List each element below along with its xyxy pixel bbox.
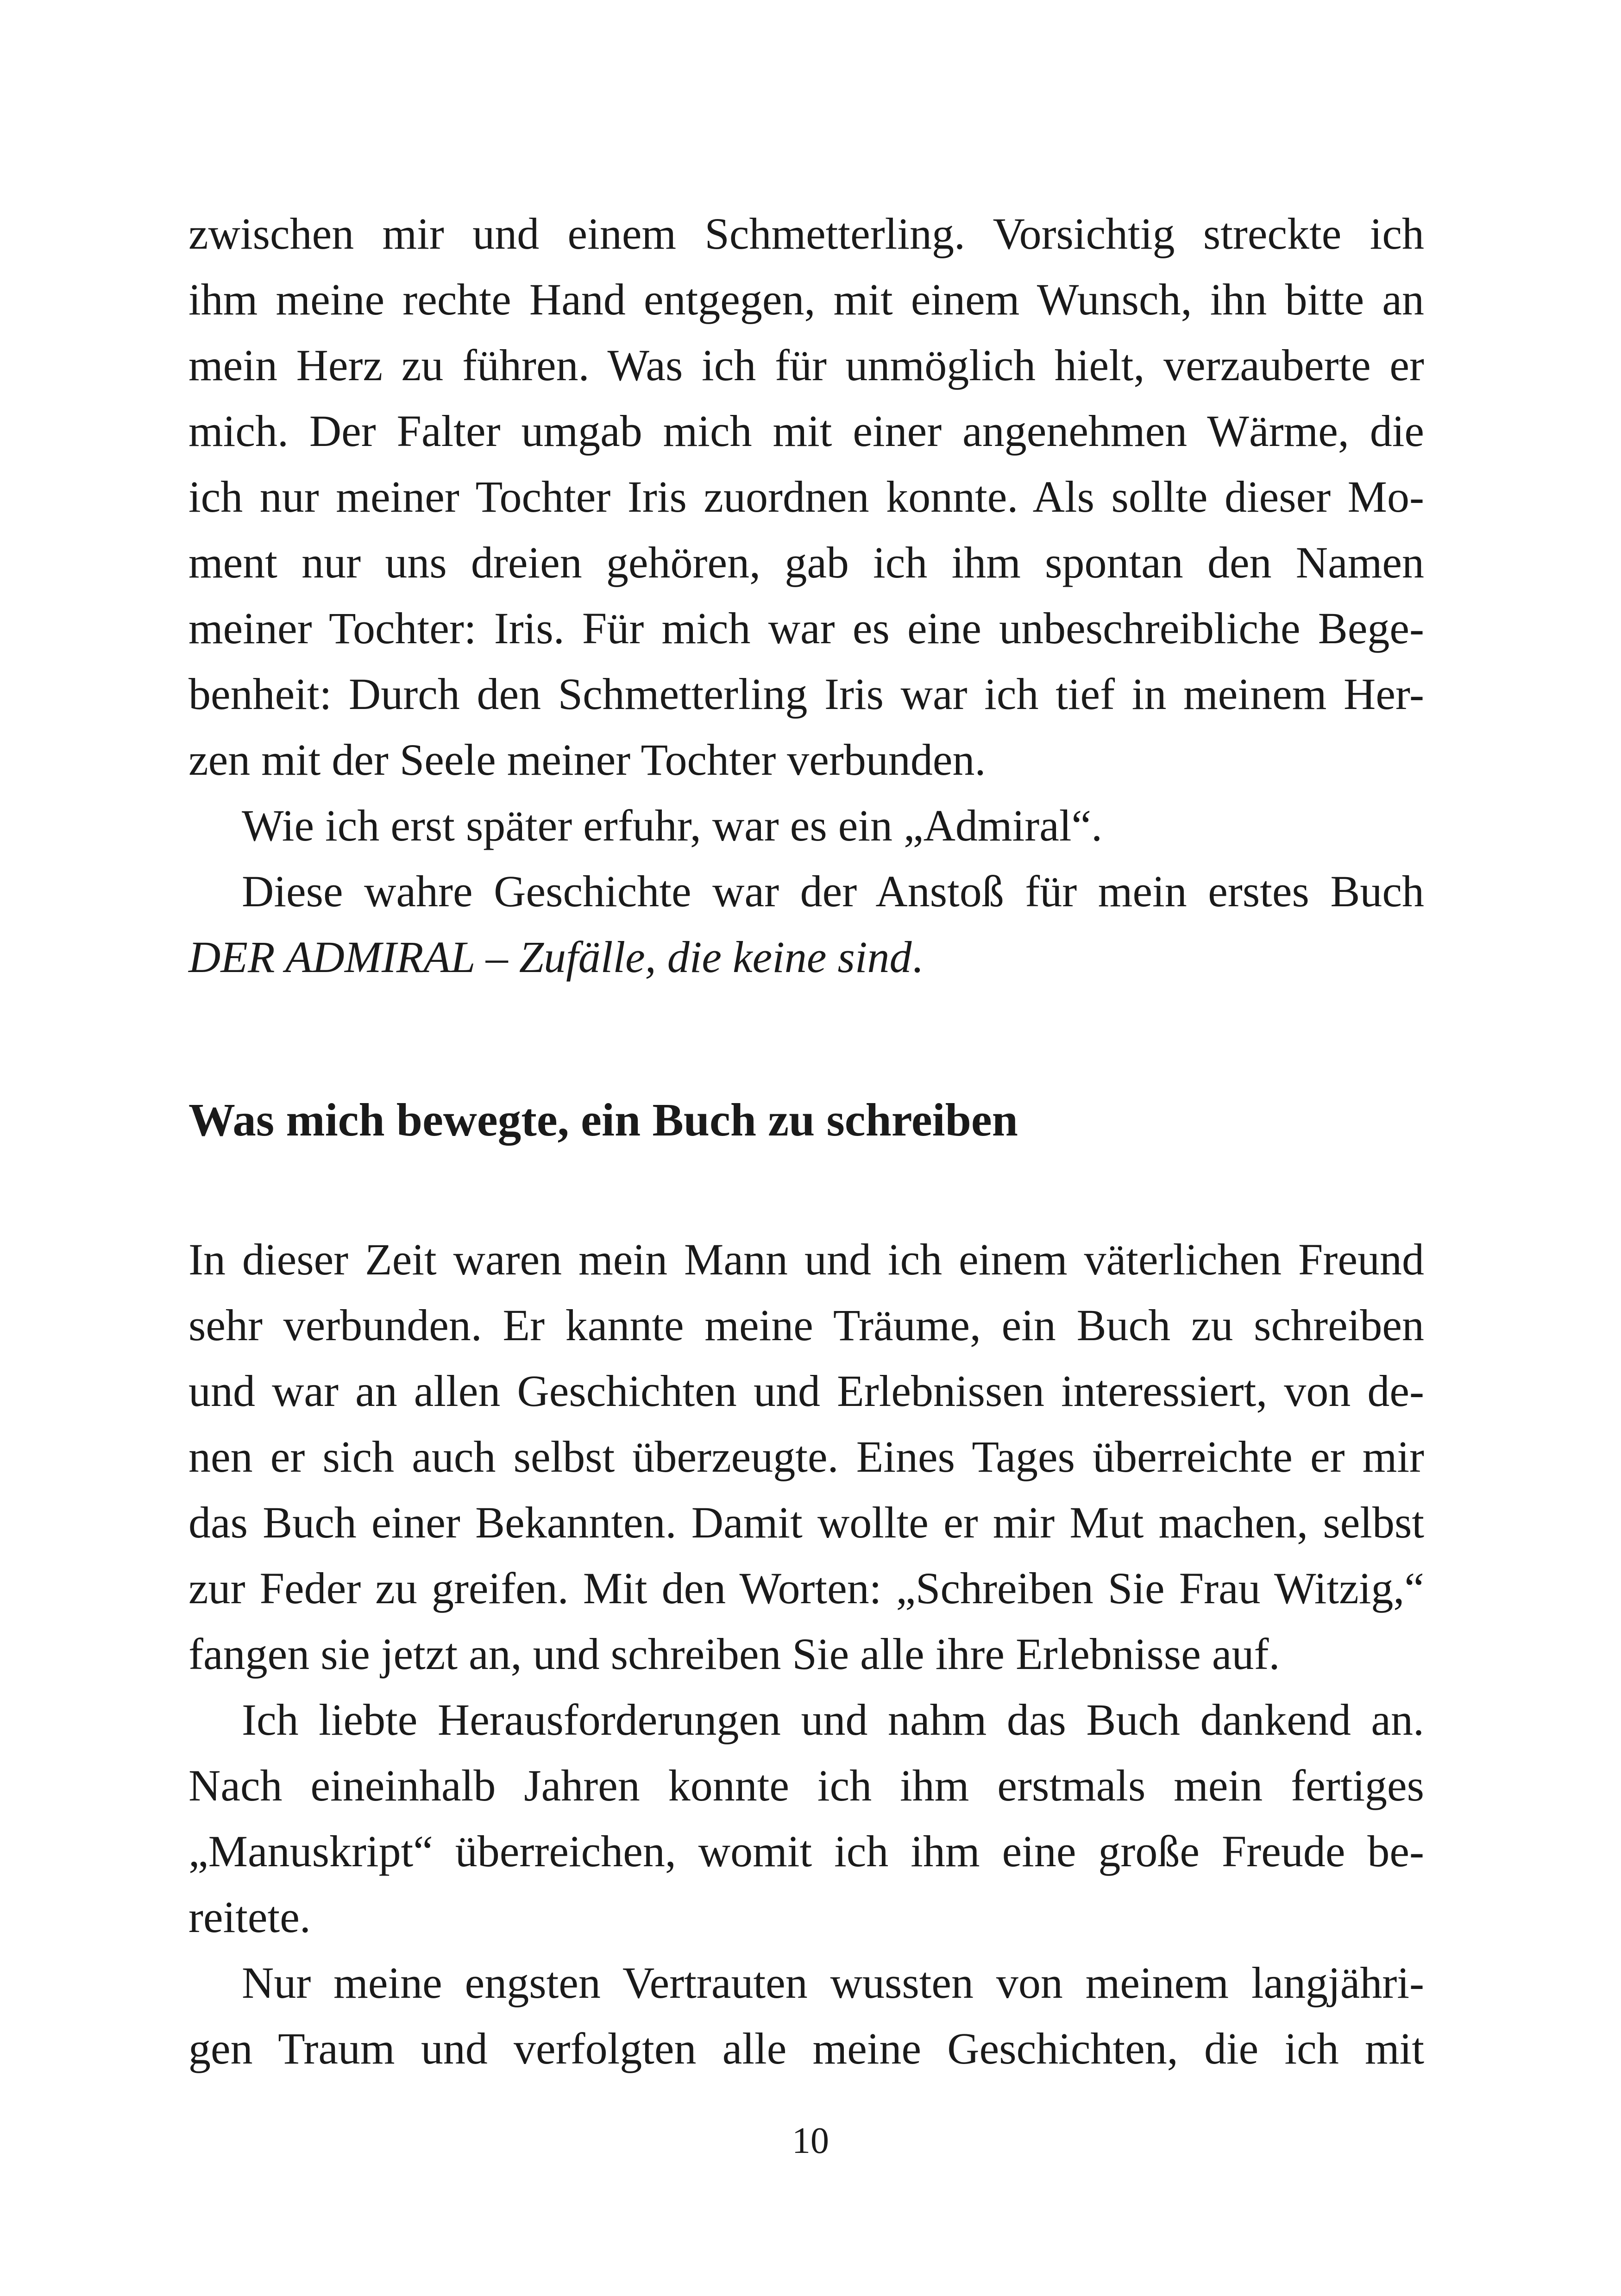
- body-text-line: ment nur uns dreien gehören, gab ich ihm spontan den Namen: [188, 538, 1424, 587]
- book-title-italic: DER ADMIRAL – Zufälle, die keine sind: [188, 932, 912, 982]
- body-text-line: Wie ich erst später erfuhr, war es ein „Admiral“.: [242, 801, 1103, 850]
- body-text-line: zen mit der Seele meiner Tochter verbunden.: [188, 735, 986, 784]
- body-text-line: reitete.: [188, 1892, 311, 1942]
- body-text-line: „Manuskript“ überreichen, womit ich ihm eine große Freude be-: [188, 1826, 1424, 1876]
- body-text-line: Ich liebte Herausforderungen und nahm das Buch dankend an.: [242, 1695, 1424, 1744]
- body-text-line: benheit: Durch den Schmetterling Iris war ich tief in meinem Her-: [188, 669, 1424, 719]
- body-text-line: sehr verbunden. Er kannte meine Träume, ein Buch zu schreiben: [188, 1300, 1424, 1350]
- body-text-line: [188, 929, 1424, 985]
- section-heading: Was mich bewegte, ein Buch zu schreiben: [188, 1094, 1018, 1146]
- body-text-line: zur Feder zu greifen. Mit den Worten: „Schreiben Sie Frau Witzig,“: [188, 1563, 1424, 1613]
- body-text-line: Diese wahre Geschichte war der Anstoß für mein erstes Buch: [242, 866, 1424, 916]
- body-text-line: zwischen mir und einem Schmetterling. Vorsichtig streckte ich: [188, 209, 1424, 258]
- sentence-period: .: [911, 932, 923, 982]
- body-text-line: In dieser Zeit waren mein Mann und ich einem väterlichen Freund: [188, 1235, 1424, 1284]
- body-text-line: meiner Tochter: Iris. Für mich war es eine unbeschreibliche Bege-: [188, 603, 1424, 653]
- body-text-line: gen Traum und verfolgten alle meine Geschichten, die ich mit: [188, 2024, 1424, 2073]
- body-text-line: fangen sie jetzt an, und schreiben Sie alle ihre Erlebnisse auf.: [188, 1629, 1280, 1679]
- body-text-line: und war an allen Geschichten und Erlebnissen interessiert, von de-: [188, 1366, 1424, 1416]
- body-text-line: mich. Der Falter umgab mich mit einer angenehmen Wärme, die: [188, 406, 1424, 456]
- body-text-line: Nach eineinhalb Jahren konnte ich ihm erstmals mein fertiges: [188, 1761, 1424, 1810]
- page-number: 10: [792, 2120, 829, 2161]
- body-text-line: nen er sich auch selbst überzeugte. Eines Tages überreichte er mir: [188, 1432, 1424, 1481]
- body-text-line: ihm meine rechte Hand entgegen, mit einem Wunsch, ihn bitte an: [188, 275, 1424, 324]
- body-text-line: das Buch einer Bekannten. Damit wollte er mir Mut machen, selbst: [188, 1498, 1424, 1547]
- body-text-line: Nur meine engsten Vertrauten wussten von meinem langjähri-: [242, 1958, 1424, 2007]
- body-text-line: mein Herz zu führen. Was ich für unmöglich hielt, verzauberte er: [188, 340, 1424, 390]
- body-text-line: ich nur meiner Tochter Iris zuordnen konnte. Als sollte dieser Mo-: [188, 472, 1424, 521]
